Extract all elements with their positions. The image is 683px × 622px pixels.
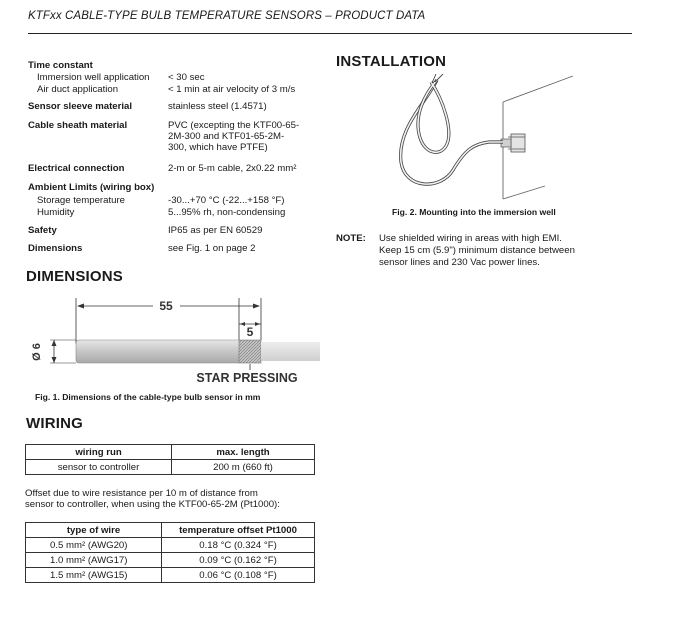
spec-ambient-label: Ambient Limits (wiring box) xyxy=(28,182,155,193)
table-header-cell: wiring run xyxy=(26,445,172,460)
table-header-cell: temperature offset Pt1000 xyxy=(162,523,315,538)
dim-press-label: 5 xyxy=(246,325,254,339)
spec-sheath-label: Cable sheath material xyxy=(28,120,128,131)
spec-dimensions-value: see Fig. 1 on page 2 xyxy=(168,243,256,254)
note-line-2: Keep 15 cm (5.9") minimum distance between xyxy=(379,245,575,256)
offset-text-line-2: sensor to controller, when using the KTF00-65-2M (Pt1000): xyxy=(25,499,280,510)
spec-air-value: < 1 min at air velocity of 3 m/s xyxy=(168,84,296,95)
spec-sleeve-label: Sensor sleeve material xyxy=(28,101,132,112)
sensor-cable xyxy=(261,342,320,361)
dimensions-heading: DIMENSIONS xyxy=(26,268,124,285)
spec-time-constant-label: Time constant xyxy=(28,60,93,71)
wall-bottom-edge xyxy=(503,186,545,199)
spec-dimensions-label: Dimensions xyxy=(28,243,83,254)
note-line-3: sensor lines and 230 Vac power lines. xyxy=(379,257,540,268)
star-pressing-zone xyxy=(239,340,261,363)
table-header-cell: type of wire xyxy=(26,523,162,538)
table-row xyxy=(26,568,315,583)
fig1-caption: Fig. 1. Dimensions of the cable-type bulb sensor in mm xyxy=(35,392,261,402)
sensor-dimension-drawing xyxy=(20,292,320,392)
table-cell: 0.5 mm² (AWG20) xyxy=(26,538,162,553)
arrowhead-left xyxy=(77,304,84,309)
note-label: NOTE: xyxy=(336,233,366,244)
table-header-row xyxy=(26,523,315,538)
spec-sheath-line-2: 2M-300 and KTF01-65-2M- xyxy=(168,131,285,142)
spec-storage-label: Storage temperature xyxy=(37,195,125,206)
table-header-row xyxy=(26,445,315,460)
spec-sleeve-value: stainless steel (1.4571) xyxy=(168,101,267,112)
table-cell: 0.06 °C (0.108 °F) xyxy=(162,568,315,583)
fig2-caption: Fig. 2. Mounting into the immersion well xyxy=(392,207,556,217)
sensor-cable-loop xyxy=(401,80,503,184)
table-cell: 0.18 °C (0.324 °F) xyxy=(162,538,315,553)
wire-offset-table xyxy=(25,522,315,583)
spec-safety-label: Safety xyxy=(28,225,57,236)
spec-storage-value: -30...+70 °C (-22...+158 °F) xyxy=(168,195,285,206)
arrowhead-right xyxy=(253,304,260,309)
table-row xyxy=(26,538,315,553)
installation-heading: INSTALLATION xyxy=(336,53,447,70)
wall-top-edge xyxy=(503,76,573,102)
wiring-heading: WIRING xyxy=(26,415,84,432)
wiring-run-table xyxy=(25,444,315,475)
spec-safety-value: IP65 as per EN 60529 xyxy=(168,225,263,236)
spec-humidity-value: 5...95% rh, non-condensing xyxy=(168,207,286,218)
spec-sheath-line-1: PVC (excepting the KTF00-65- xyxy=(168,120,300,131)
dim-length-label: 55 xyxy=(159,299,173,313)
spec-humidity-label: Humidity xyxy=(37,207,75,218)
table-cell: sensor to controller xyxy=(26,460,172,475)
immersion-well-drawing xyxy=(385,74,575,204)
spec-electrical-value: 2-m or 5-m cable, 2x0.22 mm² xyxy=(168,163,297,174)
note-line-1: Use shielded wiring in areas with high EMI. xyxy=(379,233,562,244)
spec-sheath-line-3: 300, which have PTFE) xyxy=(168,142,268,153)
spec-electrical-label: Electrical connection xyxy=(28,163,125,174)
document-title: KTFxx CABLE-TYPE BULB TEMPERATURE SENSORS – PRODUCT DATA xyxy=(28,10,426,22)
dim-diameter-label: Ø 6 xyxy=(31,343,43,361)
table-cell: 1.5 mm² (AWG15) xyxy=(26,568,162,583)
table-row xyxy=(26,460,315,475)
spec-immersion-value: < 30 sec xyxy=(168,72,205,83)
spec-immersion-label: Immersion well application xyxy=(37,72,150,83)
table-row xyxy=(26,553,315,568)
spec-air-label: Air duct application xyxy=(37,84,119,95)
table-cell: 200 m (660 ft) xyxy=(172,460,315,475)
table-header-cell: max. length xyxy=(172,445,315,460)
header-rule xyxy=(28,33,632,34)
table-cell: 1.0 mm² (AWG17) xyxy=(26,553,162,568)
table-cell: 0.09 °C (0.162 °F) xyxy=(162,553,315,568)
sensor-sleeve xyxy=(76,340,242,363)
offset-text-line-1: Offset due to wire resistance per 10 m of distance from xyxy=(25,488,258,499)
star-pressing-label: STAR PRESSING xyxy=(196,371,298,385)
